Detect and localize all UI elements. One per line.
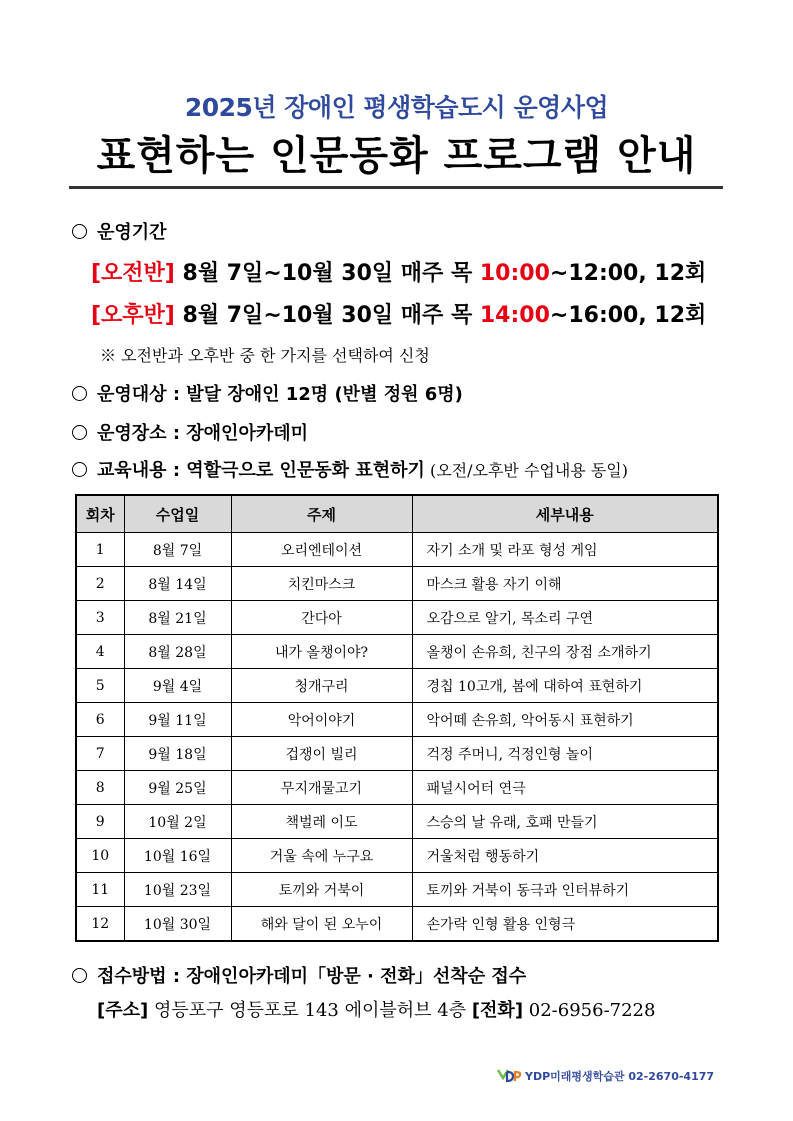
place-line: 운영장소 : 장애인아카데미 — [72, 419, 308, 445]
table-row — [76, 805, 718, 839]
table-row — [76, 567, 718, 601]
table-row — [76, 907, 718, 942]
topic-cell: 치킨마스크 — [231, 567, 412, 601]
content-line: 교육내용 : 역할극으로 인문동화 표현하기 (오전/오후반 수업내용 동일) — [72, 456, 628, 482]
topic-cell: 간다아 — [231, 601, 412, 635]
detail-cell: 마스크 활용 자기 이해 — [412, 567, 718, 601]
date-cell: 8월 21일 — [124, 601, 231, 635]
header-topic: 주제 — [231, 495, 412, 533]
table-header-row — [76, 495, 718, 533]
afternoon-schedule — [91, 298, 706, 329]
date-cell: 9월 4일 — [124, 669, 231, 703]
topic-cell: 거울 속에 누구요 — [231, 839, 412, 873]
date-cell: 10월 23일 — [124, 873, 231, 907]
topic-cell: 토끼와 거북이 — [231, 873, 412, 907]
topic-cell: 오리엔테이션 — [231, 533, 412, 567]
table-row — [76, 771, 718, 805]
page-title: 표현하는 인문동화 프로그램 안내 — [96, 133, 697, 179]
morning-tag: [오전반] — [91, 261, 175, 286]
bullet-circle-icon — [72, 462, 87, 477]
title-divider — [69, 186, 723, 189]
session-cell: 11 — [76, 873, 124, 907]
date-cell: 10월 2일 — [124, 805, 231, 839]
table-row — [76, 873, 718, 907]
address-label: [주소] — [97, 1000, 149, 1021]
detail-cell: 거울처럼 행동하기 — [412, 839, 718, 873]
topic-cell: 무지개물고기 — [231, 771, 412, 805]
footer-logo — [496, 1066, 714, 1084]
detail-cell: 자기 소개 및 라포 형성 게임 — [412, 533, 718, 567]
session-cell: 7 — [76, 737, 124, 771]
detail-cell: 손가락 인형 활용 인형극 — [412, 907, 718, 942]
morning-end: ~12:00, 12회 — [549, 261, 707, 286]
detail-cell: 걱정 주머니, 걱정인형 놀이 — [412, 737, 718, 771]
table-row — [76, 737, 718, 771]
topic-cell: 겁쟁이 빌리 — [231, 737, 412, 771]
bullet-circle-icon — [72, 224, 87, 239]
header-session: 회차 — [76, 495, 124, 533]
detail-cell: 토끼와 거북이 동극과 인터뷰하기 — [412, 873, 718, 907]
afternoon-dates: 8월 7일~10월 30일 매주 목 — [174, 303, 480, 328]
session-cell: 3 — [76, 601, 124, 635]
date-cell: 10월 16일 — [124, 839, 231, 873]
session-cell: 8 — [76, 771, 124, 805]
table-row — [76, 533, 718, 567]
session-cell: 12 — [76, 907, 124, 942]
table-row — [76, 669, 718, 703]
date-cell: 8월 14일 — [124, 567, 231, 601]
topic-cell: 해와 달이 된 오누이 — [231, 907, 412, 942]
footer-text: YDP미래평생학습관 02-2670-4177 — [525, 1070, 715, 1083]
date-cell: 8월 7일 — [124, 533, 231, 567]
date-cell: 10월 30일 — [124, 907, 231, 942]
detail-cell: 스승의 날 유래, 호패 만들기 — [412, 805, 718, 839]
session-cell: 5 — [76, 669, 124, 703]
session-cell: 6 — [76, 703, 124, 737]
session-cell: 9 — [76, 805, 124, 839]
table-row — [76, 601, 718, 635]
bullet-circle-icon — [72, 968, 87, 983]
detail-cell: 악어떼 손유희, 악어동시 표현하기 — [412, 703, 718, 737]
table-row — [76, 703, 718, 737]
session-cell: 2 — [76, 567, 124, 601]
bullet-circle-icon — [72, 425, 87, 440]
date-cell: 9월 25일 — [124, 771, 231, 805]
morning-start: 10:00 — [479, 261, 550, 286]
topic-cell: 내가 올챙이야? — [231, 635, 412, 669]
period-heading: 운영기간 — [72, 218, 167, 244]
table-row — [76, 839, 718, 873]
date-cell: 9월 11일 — [124, 703, 231, 737]
topic-cell: 악어이야기 — [231, 703, 412, 737]
apply-line: 접수방법 : 장애인아카데미「방문 · 전화」선착순 접수 — [72, 962, 526, 988]
morning-dates: 8월 7일~10월 30일 매주 목 — [174, 261, 480, 286]
detail-cell: 패널시어터 연극 — [412, 771, 718, 805]
date-cell: 8월 28일 — [124, 635, 231, 669]
morning-schedule — [91, 256, 706, 287]
target-line: 운영대상 : 발달 장애인 12명 (반별 정원 6명) — [72, 380, 463, 406]
content-note: (오전/오후반 수업내용 동일) — [424, 461, 629, 480]
table-row — [76, 635, 718, 669]
topic-cell: 책벌레 이도 — [231, 805, 412, 839]
session-cell: 4 — [76, 635, 124, 669]
ydp-logo-icon — [496, 1066, 522, 1084]
topic-cell: 청개구리 — [231, 669, 412, 703]
selection-note: ※ 오전반과 오후반 중 한 가지를 선택하여 신청 — [100, 346, 430, 365]
phone-value: 02-6956-7228 — [523, 1000, 656, 1021]
schedule-table — [75, 494, 719, 942]
phone-label: [전화] — [471, 1000, 524, 1021]
bullet-circle-icon — [72, 386, 87, 401]
date-cell: 9월 18일 — [124, 737, 231, 771]
afternoon-end: ~16:00, 12회 — [549, 303, 707, 328]
afternoon-start: 14:00 — [479, 303, 550, 328]
header-detail: 세부내용 — [412, 495, 718, 533]
detail-cell: 경칩 10고개, 봄에 대하여 표현하기 — [412, 669, 718, 703]
contact-address — [97, 996, 655, 1022]
detail-cell: 오감으로 알기, 목소리 구연 — [412, 601, 718, 635]
session-cell: 1 — [76, 533, 124, 567]
address-value: 영등포구 영등포로 143 에이블허브 4층 — [148, 1000, 472, 1021]
detail-cell: 올챙이 손유희, 친구의 장점 소개하기 — [412, 635, 718, 669]
afternoon-tag: [오후반] — [91, 303, 175, 328]
header-date: 수업일 — [124, 495, 231, 533]
program-subtitle: 2025년 장애인 평생학습도시 운영사업 — [184, 93, 609, 122]
session-cell: 10 — [76, 839, 124, 873]
